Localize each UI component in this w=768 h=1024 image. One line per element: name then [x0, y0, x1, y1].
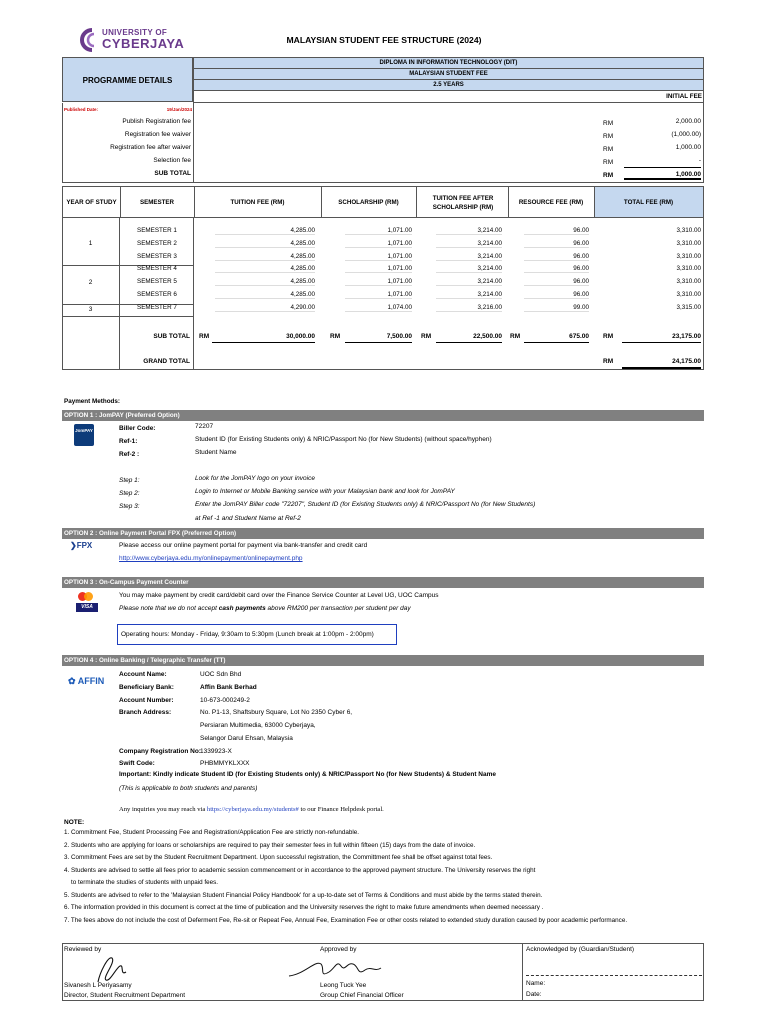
- inquiry-post: to our Finance Helpdesk portal.: [298, 806, 384, 813]
- currency: RM: [603, 172, 614, 179]
- option1-bar: OPTION 1 : JomPAY (Preferred Option): [62, 410, 704, 421]
- tuition-after-scholarship: 3,214.00: [436, 240, 502, 248]
- scholarship: 1,071.00: [345, 240, 412, 248]
- tuition-fee: 4,285.00: [215, 227, 315, 235]
- account-number-label: Account Number:: [119, 697, 174, 704]
- subtotal-cur-1: RM: [199, 333, 210, 340]
- step3-label: Step 3:: [119, 503, 140, 510]
- semester-name: SEMESTER 7: [137, 303, 177, 311]
- option4-bar: OPTION 4 : Online Banking / Telegraphic Transfer (TT): [62, 655, 704, 666]
- semester-name: SEMESTER 4: [137, 265, 177, 273]
- inquiry-line: [119, 806, 384, 813]
- note-title: NOTE:: [64, 819, 85, 826]
- notes-list: [64, 827, 744, 927]
- note-item: 2. Students who are applying for loans or scholarships are required to pay their semester fees in full within fifteen (15) days from the date of invoice.: [64, 841, 476, 849]
- option2-text: Please access our online payment portal for payment via bank-transfer and credit card: [119, 542, 368, 549]
- tuition-fee: 4,285.00: [215, 253, 315, 261]
- biller-code-label: Biller Code:: [119, 425, 156, 432]
- semester-row: [0, 291, 768, 303]
- scholarship: 1,071.00: [345, 278, 412, 286]
- currency: RM: [603, 120, 614, 127]
- tuition-after-scholarship: 3,214.00: [436, 253, 502, 261]
- applicable-note: (This is applicable to both students and parents): [119, 785, 258, 792]
- account-number: 10-673-000249-2: [200, 697, 250, 704]
- fee-label: Selection fee: [153, 157, 191, 164]
- approved-by-label: Approved by: [320, 946, 357, 953]
- option3-bar: OPTION 3 : On-Campus Payment Counter: [62, 577, 704, 588]
- resource-fee: 96.00: [524, 253, 589, 261]
- subtotal-cur-2: RM: [330, 333, 341, 340]
- acknowledged-label: Acknowledged by (Guardian/Student): [526, 946, 635, 953]
- subtotal-label: SUB TOTAL: [153, 333, 190, 340]
- semester-name: SEMESTER 6: [137, 291, 177, 298]
- initial-fee-labels: [66, 115, 191, 180]
- ref1-value: Student ID (for Existing Students only) & NRIC/Passport No (for New Students) (without space/hyphen): [195, 436, 492, 443]
- jompay-logo-text: JomPAY: [75, 428, 93, 433]
- published-label: Published Date:: [64, 107, 99, 112]
- signature-line: [526, 975, 702, 976]
- helpdesk-link[interactable]: https://cyberjaya.edu.my/students#: [206, 806, 299, 813]
- semester-row: [0, 304, 768, 316]
- tuition-fee: 4,285.00: [215, 291, 315, 299]
- fee-value: 2,000.00: [675, 118, 701, 125]
- page-title: MALAYSIAN STUDENT FEE STRUCTURE (2024): [286, 35, 482, 45]
- logo-line2: CYBERJAYA: [102, 36, 185, 51]
- grand-total-value: 24,175.00: [622, 358, 701, 369]
- name-label: Name:: [526, 980, 546, 987]
- semester-row: [0, 253, 768, 265]
- semester-row: [0, 278, 768, 290]
- col-semester: SEMESTER: [139, 199, 175, 206]
- initial-subtotal-value: 1,000.00: [624, 167, 701, 180]
- account-name: UOC Sdn Bhd: [200, 671, 242, 678]
- initial-subtotal-label: SUB TOTAL: [154, 170, 191, 177]
- semester-name: SEMESTER 2: [137, 239, 177, 247]
- fee-table-header: [62, 186, 704, 218]
- scholarship: 1,071.00: [345, 265, 412, 273]
- resource-fee: 99.00: [524, 304, 589, 312]
- jompay-logo: [74, 424, 94, 446]
- subtotal-cur-5: RM: [603, 333, 614, 340]
- tuition-after-scholarship: 3,214.00: [436, 227, 502, 235]
- note-item: 4. Students are advised to settle all fees prior to academic session commencement or in accordance to the approved payment structure. The University reserves the right: [64, 866, 536, 874]
- total-fee: 3,310.00: [676, 278, 701, 286]
- important-note: Important: Kindly indicate Student ID (for Existing Students only) & NRIC/Passport No (for New Students) & Student Name: [119, 771, 497, 778]
- currency: RM: [603, 146, 614, 153]
- beneficiary-bank-label: Beneficiary Bank:: [119, 684, 174, 691]
- step1-label: Step 1:: [119, 477, 140, 484]
- fee-value: 1,000.00: [675, 144, 701, 151]
- col-total: TOTAL FEE (RM): [623, 199, 674, 206]
- semester-row: [0, 240, 768, 252]
- note-item: 6. The information provided in this document is correct at the time of publication and the University reserves the right to make future amendments when deemed necessary .: [64, 904, 544, 911]
- scholarship: 1,071.00: [345, 291, 412, 299]
- programme-details-label: PROGRAMME DETAILS: [62, 57, 193, 102]
- reviewed-by-label: Reviewed by: [64, 946, 102, 953]
- fee-label: Registration fee after waiver: [110, 144, 191, 151]
- published-date: 19/Jan/2024: [166, 107, 192, 112]
- total-fee: 3,315.00: [676, 303, 701, 311]
- date-label: Date:: [526, 991, 542, 998]
- programme-name: DIPLOMA IN INFORMATION TECHNOLOGY (DIT): [194, 58, 704, 69]
- total-fee: 3,310.00: [676, 252, 701, 260]
- tuition-after-scholarship: 3,214.00: [436, 291, 502, 299]
- fee-label: Registration fee waiver: [124, 131, 191, 138]
- fpx-logo: ❯FPX: [70, 541, 93, 550]
- option3-text2: [119, 605, 411, 612]
- option3-text1: You may make payment by credit card/debit card over the Finance Service Counter at Level UG, UOC Campus: [119, 592, 439, 599]
- step2-label: Step 2:: [119, 490, 140, 497]
- inquiry-pre: Any inquiries you may reach via: [119, 806, 207, 813]
- subtotal-total: 23,175.00: [622, 333, 701, 343]
- year-3: 3: [88, 306, 93, 313]
- total-fee: 3,310.00: [676, 227, 701, 234]
- col-resource: RESOURCE FEE (RM): [518, 199, 584, 206]
- initial-fee-label: INITIAL FEE: [666, 93, 702, 100]
- programme-duration: 2.5 YEARS: [194, 80, 704, 91]
- note-item: 1. Commitment Fee, Student Processing Fee and Registration/Application Fee are strictly non-refundable.: [64, 829, 360, 836]
- total-fee: 3,310.00: [676, 291, 701, 298]
- branch-line-3: Selangor Darul Ehsan, Malaysia: [200, 735, 293, 742]
- option3-text2a: Please note that we do not accept: [119, 605, 219, 612]
- reviewer-title: Director, Student Recruitment Department: [64, 992, 186, 999]
- grand-total-cur: RM: [603, 358, 614, 365]
- subtotal-cur-3: RM: [421, 333, 432, 340]
- currency: RM: [603, 133, 614, 140]
- fpx-logo-text: FPX: [76, 541, 93, 550]
- subtotal-cur-4: RM: [510, 333, 521, 340]
- note-item: 7. The fees above do not include the cost of Deferment Fee, Re-sit or Repeat Fee, Annual Fee, Examination Fee or other costs related to extended study duration caused by poor academic performance.: [64, 916, 628, 924]
- affin-logo: ✿ AFFIN: [68, 676, 105, 686]
- reviewer-name: Sivanesh L Periyasamy: [64, 982, 132, 989]
- col-after-scholarship: TUITION FEE AFTER SCHOLARSHIP (RM): [432, 195, 494, 211]
- resource-fee: 96.00: [524, 240, 589, 248]
- operating-hours-box: [117, 624, 397, 645]
- scholarship: 1,071.00: [345, 227, 412, 235]
- ref2-value: Student Name: [195, 449, 237, 456]
- semester-name: SEMESTER 3: [137, 252, 177, 260]
- step1-text: Look for the JomPAY logo on your invoice: [195, 475, 315, 482]
- tuition-after-scholarship: 3,214.00: [436, 278, 502, 286]
- card-logo: [76, 592, 98, 614]
- branch-line-1: No. P1-13, Shaftsbury Square, Lot No 2350 Cyber 6,: [200, 709, 353, 716]
- option3-text2c: above RM200 per transaction per student per day: [265, 605, 411, 612]
- ref2-label: Ref-2 :: [119, 451, 140, 458]
- swift-code-label: Swift Code:: [119, 760, 155, 767]
- fee-value: (1,000.00): [671, 131, 701, 138]
- year-2: 2: [88, 279, 93, 286]
- col-scholarship: SCHOLARSHIP (RM): [338, 199, 399, 206]
- semester-row: [0, 227, 768, 239]
- online-payment-link[interactable]: http://www.cyberjaya.edu.my/onlinepayment/onlinepayment.php: [119, 555, 303, 562]
- reviewer-signature: [90, 952, 130, 986]
- approver-name: Leong Tuck Yee: [320, 982, 367, 989]
- resource-fee: 96.00: [524, 291, 589, 299]
- programme-fee-type: MALAYSIAN STUDENT FEE: [194, 69, 704, 80]
- subtotal-scholarship: 7,500.00: [345, 333, 412, 343]
- resource-fee: 96.00: [524, 278, 589, 286]
- subtotal-after: 22,500.00: [436, 333, 502, 343]
- tuition-fee: 4,285.00: [215, 278, 315, 286]
- approver-title: Group Chief Financial Officer: [320, 992, 404, 999]
- grand-total-label: GRAND TOTAL: [143, 358, 190, 365]
- biller-code-value: 72207: [195, 423, 214, 430]
- step2-text: Login to Internet or Mobile Banking service with your Malaysian bank and look for JomPAY: [195, 488, 455, 495]
- initial-fee-values: [624, 115, 701, 180]
- total-fee: 3,310.00: [676, 265, 701, 273]
- year-1: 1: [88, 240, 93, 247]
- operating-hours: Operating hours: Monday - Friday, 9:30am to 5:30pm (Lunch break at 1:00pm - 2:00pm): [121, 631, 374, 638]
- fee-label: Publish Registration fee: [122, 118, 191, 125]
- fee-value: -: [698, 157, 701, 164]
- step3-text: Enter the JomPAY Biller code "72207", Student ID (for Existing Students only) & NRIC/Passport No (for New Students): [195, 501, 536, 508]
- company-reg-label: Company Registration No:: [119, 748, 201, 755]
- semester-name: SEMESTER 5: [137, 278, 177, 286]
- tuition-fee: 4,290.00: [215, 304, 315, 312]
- currency: RM: [603, 159, 614, 166]
- option3-text2b: cash payments: [218, 605, 266, 612]
- initial-fee-currency: [603, 117, 623, 182]
- semester-name: SEMESTER 1: [137, 227, 177, 234]
- scholarship: 1,074.00: [345, 304, 412, 312]
- ref1-label: Ref-1:: [119, 438, 138, 445]
- resource-fee: 96.00: [524, 227, 589, 235]
- beneficiary-bank: Affin Bank Berhad: [200, 684, 257, 691]
- approver-signature: [285, 954, 385, 984]
- branch-address-label: Branch Address:: [119, 709, 172, 716]
- subtotal-resource: 675.00: [524, 333, 589, 343]
- total-fee: 3,310.00: [676, 239, 701, 247]
- swift-code: PHBMMYKLXXX: [200, 760, 250, 767]
- tuition-fee: 4,285.00: [215, 240, 315, 248]
- subtotal-tuition: 30,000.00: [212, 333, 315, 343]
- col-tuition: TUITION FEE (RM): [230, 199, 285, 206]
- step3-cont: at Ref -1 and Student Name at Ref-2: [195, 515, 301, 522]
- affin-logo-text: AFFIN: [77, 676, 105, 686]
- option2-bar: OPTION 2 : Online Payment Portal FPX (Preferred Option): [62, 528, 704, 539]
- semester-row: [0, 265, 768, 277]
- company-reg: 1339923-X: [200, 748, 232, 755]
- tuition-fee: 4,285.00: [215, 265, 315, 273]
- programme-header-table: [193, 57, 704, 91]
- note-item: 5. Students are advised to refer to the 'Malaysian Student Financial Policy Handbook' for a up-to-date set of Terms & Conditions and must abide by the terms stated therein.: [64, 891, 543, 899]
- note-item: to terminate the studies of students with unpaid fees.: [64, 879, 219, 886]
- logo-line1: UNIVERSITY OF: [102, 28, 168, 37]
- tuition-after-scholarship: 3,216.00: [436, 304, 502, 312]
- note-item: 3. Commitment Fees are set by the Student Recruitment Department. Upon successful registration, the Committment fee shall be offset against total fees.: [64, 854, 493, 861]
- tuition-after-scholarship: 3,214.00: [436, 265, 502, 273]
- scholarship: 1,071.00: [345, 253, 412, 261]
- resource-fee: 96.00: [524, 265, 589, 273]
- visa-logo: VISA: [76, 603, 98, 612]
- branch-line-2: Persiaran Multimedia, 63000 Cyberjaya,: [200, 722, 316, 729]
- payment-methods-title: Payment Methods:: [64, 398, 120, 405]
- col-year: YEAR OF STUDY: [66, 199, 117, 206]
- account-name-label: Account Name:: [119, 671, 167, 678]
